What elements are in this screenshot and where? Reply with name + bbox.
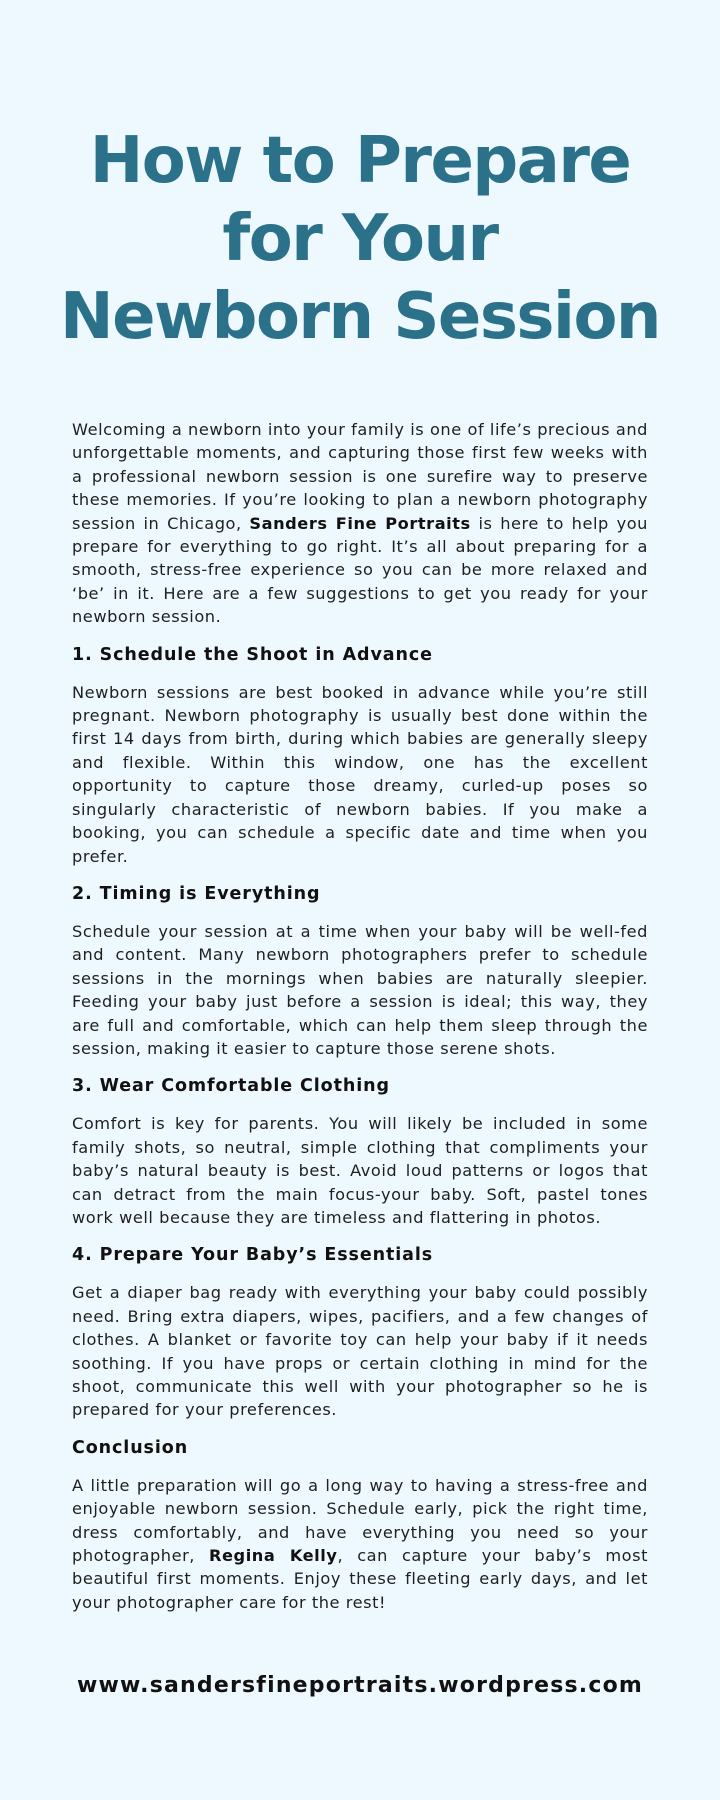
section-heading-schedule: 1. Schedule the Shoot in Advance <box>72 644 433 665</box>
studio-name: Sanders Fine Portraits <box>249 513 471 533</box>
page-title: How to Prepare for Your Newborn Session <box>60 124 660 354</box>
section-heading-essentials: 4. Prepare Your Baby’s Essentials <box>72 1245 434 1266</box>
intro-paragraph <box>72 418 648 629</box>
section-body-timing: Schedule your session at a time when your baby will be well-fed and content. Many newborn photographers prefer to schedule sessions in the mornings when babies are naturally sleepier. Feeding your baby just before a session is ideal; this way, they are full and comfortable, which can help them sleep through the session, making it easier to capture those serene shots. <box>72 921 648 1058</box>
article-body <box>72 418 648 1614</box>
conclusion-text-end: , can capture your baby’s most beautiful first moments. Enjoy these fleeting early days, and let your photographer care for the rest! <box>72 1546 648 1612</box>
section-body-essentials: Get a diaper bag ready with everything your baby could possibly need. Bring extra diapers, wipes, pacifiers, and a few changes of clothes. A blanket or favorite toy can help your baby if it needs soothing. If you have props or certain clothing in mind for the shoot, communicate this well with your photographer so he is prepared for your preferences. <box>72 1283 648 1420</box>
section-body-schedule: Newborn sessions are best booked in advance while you’re still pregnant. Newborn photography is usually best done within the first 14 days from birth, during which babies are generally sleepy and flexible. Within this window, one has the excellent opportunity to capture those dreamy, curled-up poses so singularly characteristic of newborn babies. If you make a booking, you can schedule a specific date and time when you prefer. <box>72 682 648 866</box>
photographer-name: Regina Kelly <box>209 1546 338 1566</box>
section-body-clothing: Comfort is key for parents. You will likely be included in some family shots, so neutral, simple clothing that compliments your baby’s natural beauty is best. Avoid loud patterns or logos that can detract from the main focus-your baby. Soft, pastel tones work well because they are timeless and flattering in photos. <box>72 1114 648 1227</box>
section-heading-timing: 2. Timing is Everything <box>72 883 321 904</box>
section-heading-clothing: 3. Wear Comfortable Clothing <box>72 1076 390 1097</box>
section-heading-conclusion: Conclusion <box>72 1437 189 1458</box>
website-url: www.sandersfineportraits.wordpress.com <box>76 1673 644 1698</box>
intro-text-start: Welcoming a newborn into your family is one of life’s precious and unforgettable moments, and capturing those first few weeks with a professional newborn session is one surefire way to preserve these memories. If you’re looking to plan a newborn photography session in Chicago, <box>72 420 648 533</box>
conclusion-paragraph <box>72 1474 648 1614</box>
conclusion-text-start: A little preparation will go a long way to having a stress-free and enjoyable newborn session. Schedule early, pick the right time, dress comfortably, and have everything you need so your photographer, <box>72 1475 648 1566</box>
intro-text-end: is here to help you prepare for everything to go right. It’s all about preparing for a smooth, stress-free experience so you can be more relaxed and ‘be’ in it. Here are a few suggestions to get you ready for your newborn session. <box>72 513 648 627</box>
